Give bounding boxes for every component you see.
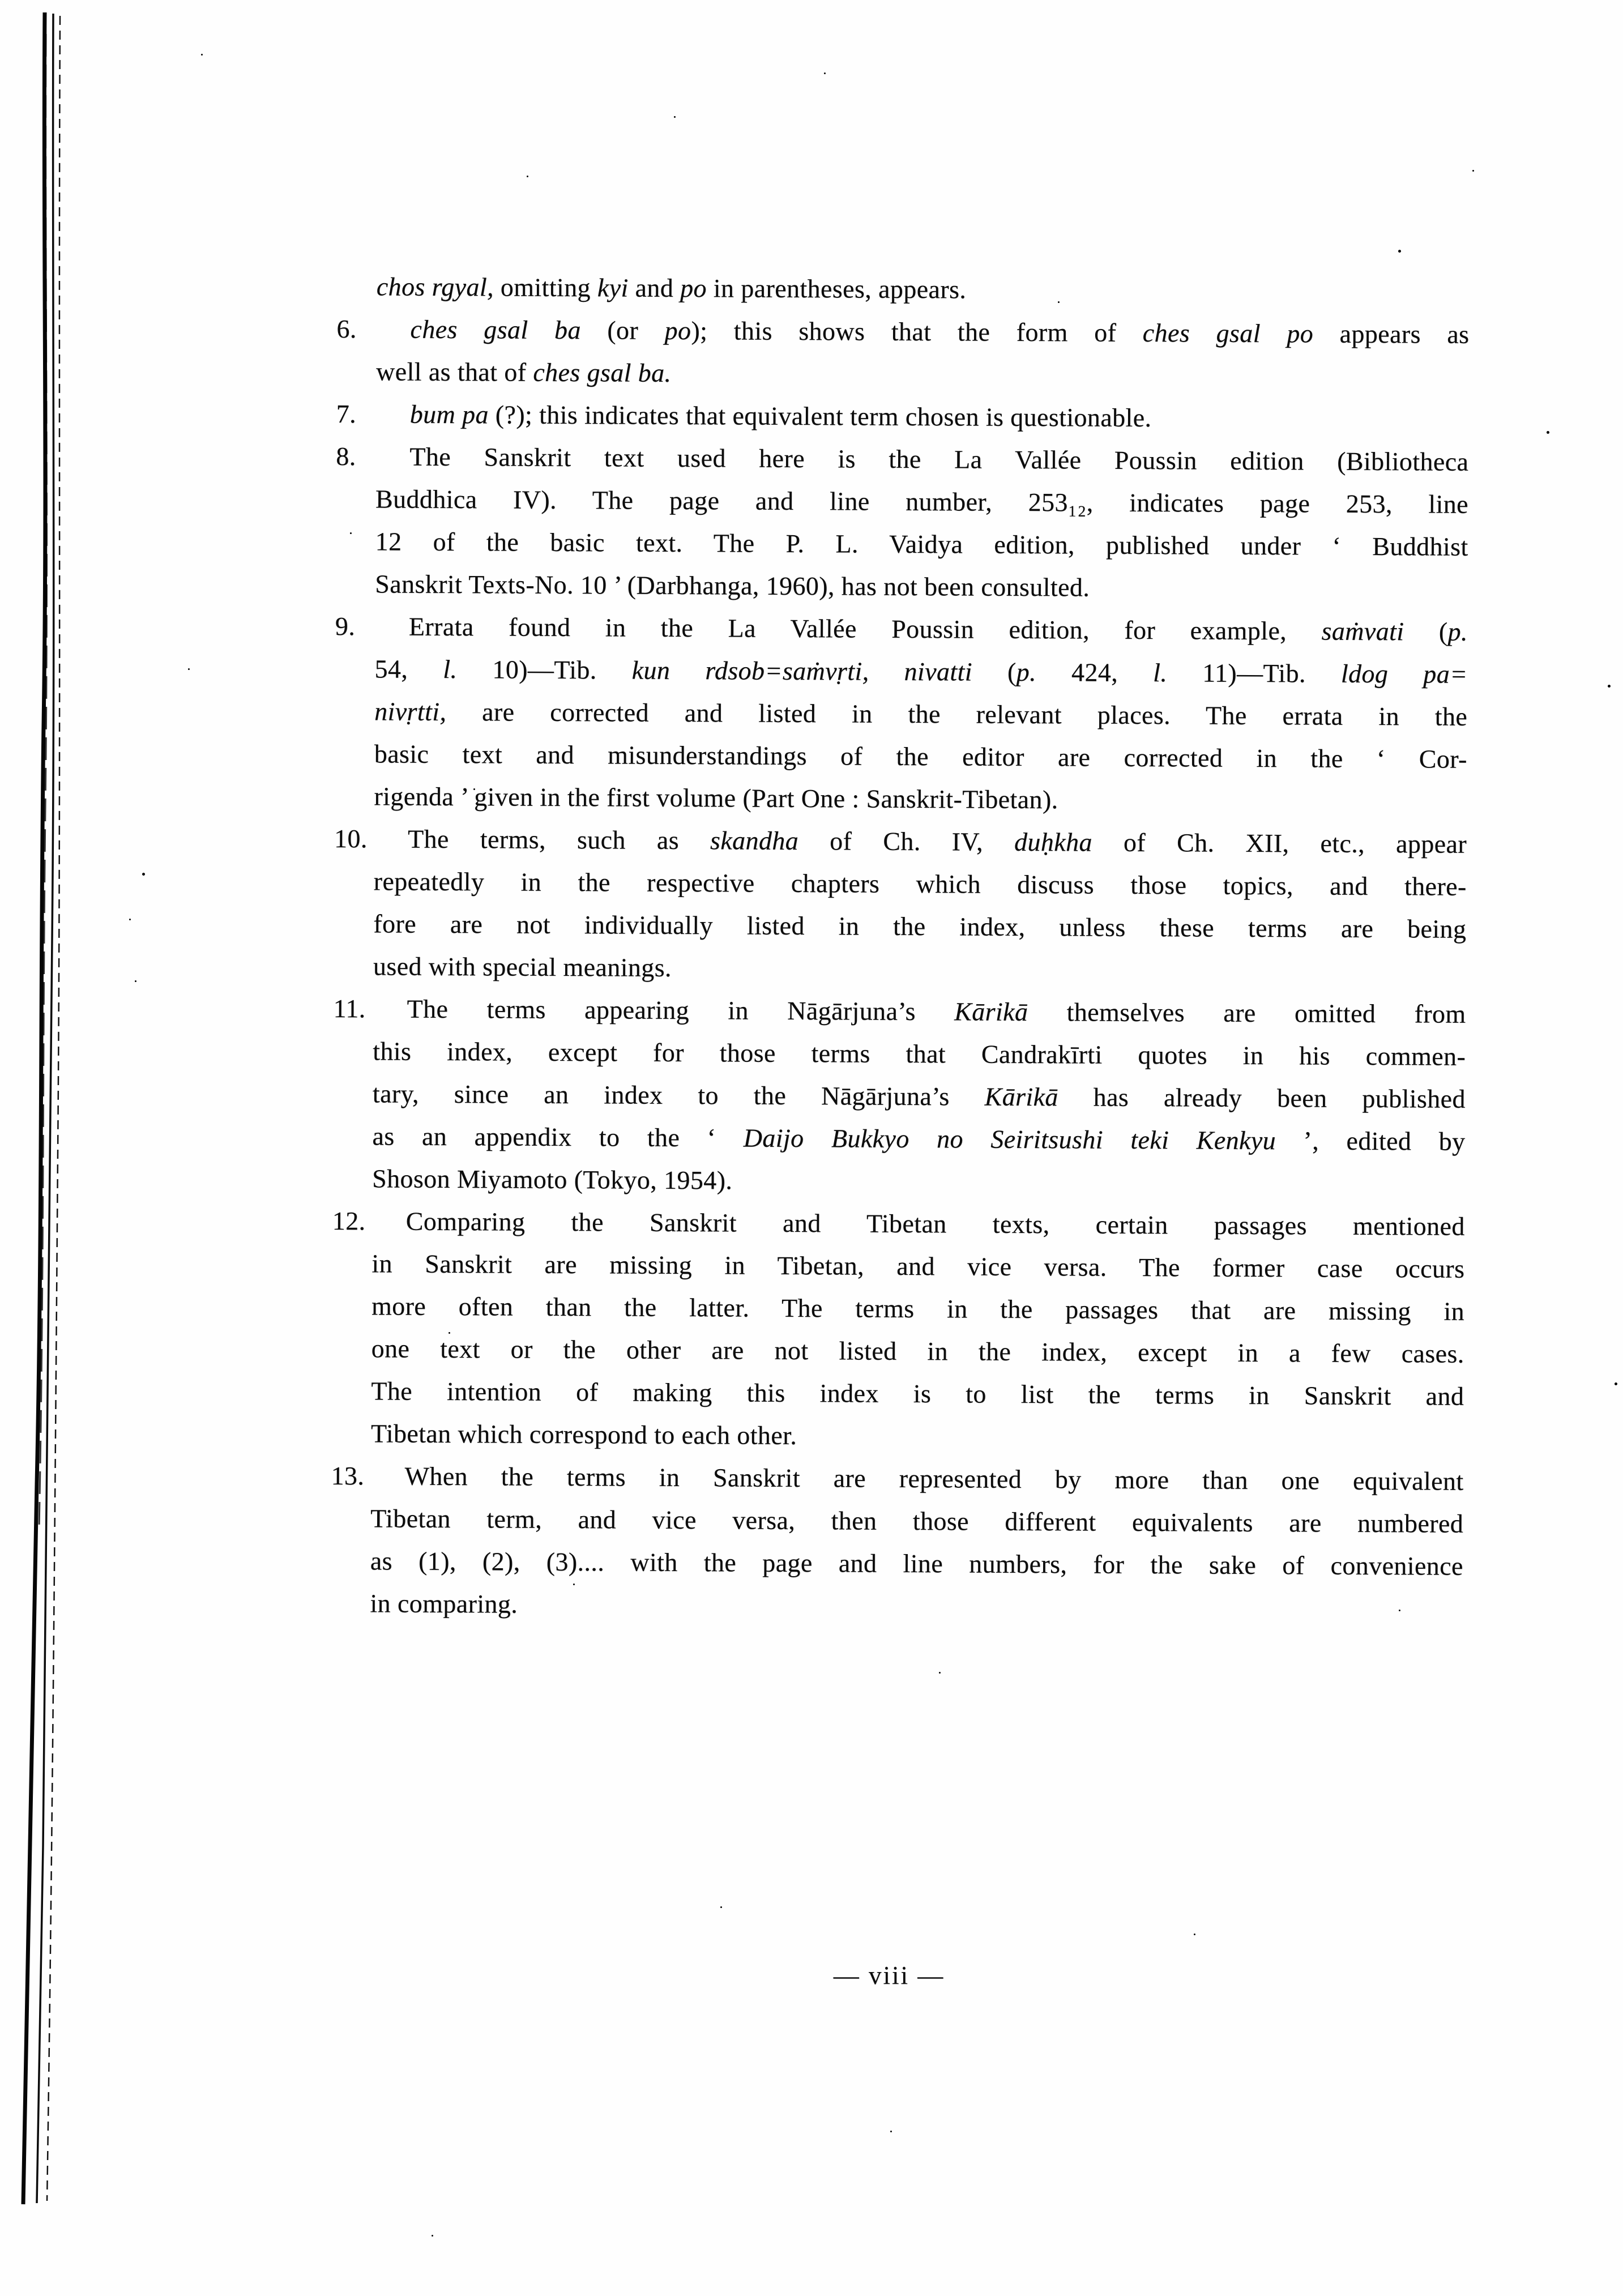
- note-line: 10. The terms, such as skandha of Ch. IV, duḥkha of Ch. XII, etc., appear: [374, 817, 1467, 865]
- note-number: 11.: [333, 993, 366, 1023]
- note-number: 6.: [336, 314, 357, 344]
- note-line: more often than the latter. The terms in the passages that are missing in: [371, 1291, 1465, 1326]
- note-line: 8. The Sanskrit text used here is the La Vallée Poussin edition (Bibliotheca: [375, 435, 1468, 483]
- note-item: [334, 817, 1467, 993]
- note-item: [336, 392, 1469, 441]
- note-line: The intention of making this index is to list the terms in Sanskrit and: [371, 1376, 1464, 1411]
- note-line: chos rgyal, omitting kyi and po in parentheses, appears.: [376, 272, 967, 304]
- note-number: 10.: [334, 823, 368, 853]
- note-item: [336, 308, 1470, 398]
- note-item: [331, 1200, 1465, 1460]
- note-line: Buddhica IV). The page and line number, 253₁₂, indicates page 253, line: [375, 484, 1469, 519]
- note-number: 7.: [336, 399, 357, 429]
- note-line: 7. bum pa (?); this indicates that equivalent term chosen is questionable.: [376, 392, 1469, 440]
- note-line: Tibetan term, and vice versa, then those different equivalents are numbered: [370, 1504, 1464, 1538]
- note-item: [332, 987, 1466, 1205]
- note-line: basic text and misunderstandings of the editor are corrected in the ‘ Cor-: [374, 739, 1467, 774]
- note-line: in comparing.: [370, 1589, 518, 1619]
- note-line: as an appendix to the ‘ Daijo Bukkyo no Seiritsushi teki Kenkyu ’, edited by: [372, 1121, 1466, 1156]
- note-line: Tibetan which correspond to each other.: [370, 1419, 797, 1450]
- note-number: 13.: [331, 1461, 365, 1491]
- note-line: 11. The terms appearing in Nāgārjuna’s Kārikā themselves are omitted from: [373, 987, 1466, 1035]
- note-line: this index, except for those terms that Candrakīrti quotes in his commen-: [373, 1036, 1466, 1071]
- note-line: 13. When the terms in Sanskrit are represented by more than one equivalent: [370, 1454, 1463, 1502]
- note-item: [334, 605, 1468, 823]
- note-item: [330, 1454, 1463, 1630]
- note-line: well as that of ches gsal ba.: [375, 357, 672, 387]
- note-line: tary, since an index to the Nāgārjuna’s Kārikā has already been published: [372, 1079, 1466, 1113]
- note-line: used with special meanings.: [373, 951, 672, 982]
- note-line: one text or the other are not listed in the index, except in a few cases.: [371, 1334, 1464, 1368]
- note-line: Shoson Miyamoto (Tokyo, 1954).: [371, 1164, 733, 1195]
- note-line: fore are not individually listed in the index, unless these terms are being: [373, 909, 1467, 944]
- notes-list: [330, 265, 1470, 1630]
- note-line: Sanskrit Texts-No. 10 ’ (Darbhanga, 1960), has not been consulted.: [375, 569, 1090, 602]
- binding-edge-artifact: [0, 0, 91, 2296]
- note-line: 54, l. 10)—Tib. kun rdsob=saṁvṛti, nivatti (p. 424, l. 11)—Tib. ldog pa=: [374, 654, 1468, 689]
- note-line: 9. Errata found in the La Vallée Poussin edition, for example, saṁvati (p.: [375, 605, 1468, 652]
- note-line: rigenda ’ given in the first volume (Part One : Sanskrit-Tibetan).: [374, 782, 1058, 814]
- page-number: — viii —: [833, 1961, 945, 1990]
- note-line: 12. Comparing the Sanskrit and Tibetan texts, certain passages mentioned: [372, 1200, 1465, 1247]
- note-line: repeatedly in the respective chapters which discuss those topics, and there-: [373, 867, 1467, 901]
- note-line: 6. ches gsal ba (or po); this shows that the form of ches gsal po appears as: [376, 308, 1469, 355]
- note-line: 12 of the basic text. The P. L. Vaidya edition, published under ‘ Buddhist: [375, 527, 1468, 561]
- note-line: in Sanskrit are missing in Tibetan, and vice versa. The former case occurs: [371, 1249, 1465, 1283]
- note-item: [335, 435, 1468, 611]
- note-line: as (1), (2), (3).... with the page and line numbers, for the sake of convenience: [370, 1546, 1463, 1581]
- note-number: 9.: [335, 611, 356, 641]
- note-line: nivṛtti, are corrected and listed in the relevant places. The errata in the: [374, 697, 1468, 731]
- scan-noise: [0, 0, 2, 2]
- note-number: 12.: [332, 1206, 366, 1236]
- note-number: 8.: [336, 441, 356, 471]
- note-item: [337, 265, 1470, 313]
